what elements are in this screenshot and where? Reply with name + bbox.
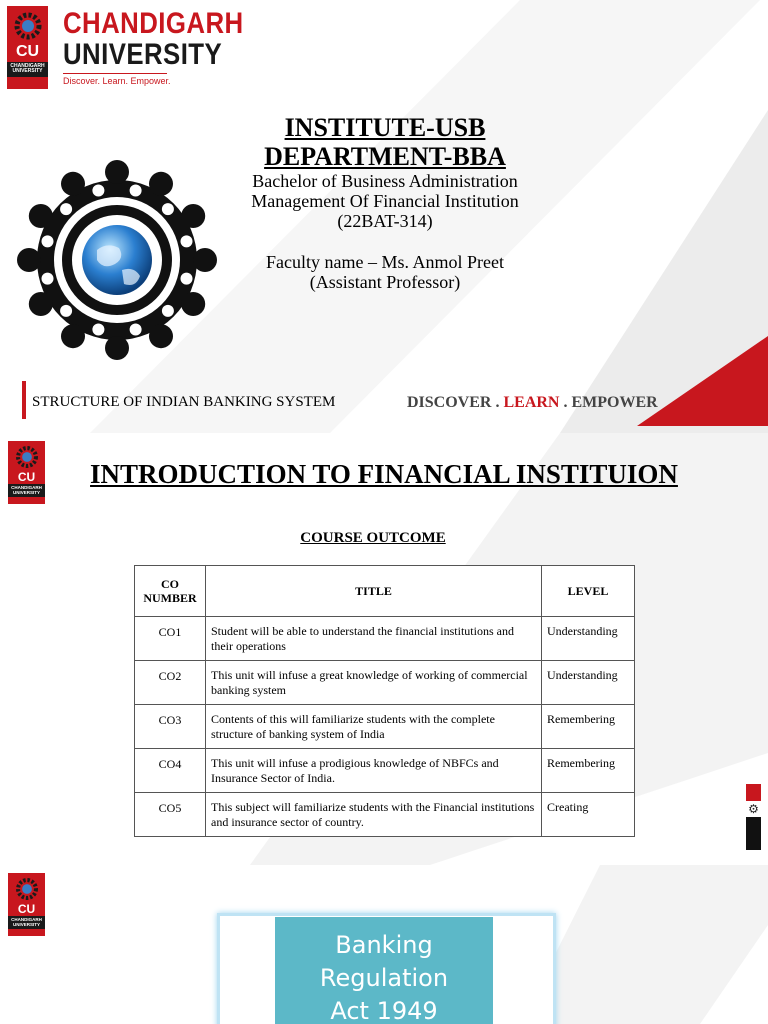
table-row	[135, 749, 635, 793]
table-row	[135, 617, 635, 661]
gear-globe-icon	[12, 160, 222, 360]
gear-tooth	[17, 248, 41, 272]
gear-hole	[130, 185, 142, 197]
table-row	[135, 705, 635, 749]
table-header-row	[135, 566, 635, 617]
gear-tooth	[149, 324, 173, 348]
slide-title: INTRODUCTION TO FINANCIAL INSTITUION	[90, 459, 678, 489]
title-slide	[0, 0, 768, 433]
book-title-line-3: Act 1949	[330, 997, 438, 1024]
book-title-line-1: Banking	[335, 931, 433, 959]
faculty-name: Faculty name – Ms. Anmol Preet	[266, 252, 504, 272]
program-name: Bachelor of Business Administration	[252, 171, 518, 191]
gear-hole	[181, 235, 193, 247]
brand-tagline: Discover. Learn. Empower.	[63, 73, 167, 86]
course-outcome-heading: COURSE OUTCOME	[300, 530, 446, 546]
cu-logo-badge	[7, 6, 48, 89]
table-row	[135, 793, 635, 837]
gear-hole	[130, 324, 142, 336]
institute-title: INSTITUTE-USB	[284, 113, 486, 142]
co-title: This unit will infuse a great knowledge of working of commercial banking system	[206, 661, 542, 705]
badge-subtitle: CHANDIGARH UNIVERSITY	[7, 62, 48, 77]
gear-hole	[92, 185, 104, 197]
motto-empower: . EMPOWER	[559, 394, 658, 411]
motto	[407, 394, 658, 412]
co-title: Contents of this will familiarize students with the complete structure of banking system of India	[206, 705, 542, 749]
gear-tooth	[61, 172, 85, 196]
emblem-icon	[14, 876, 40, 902]
course-name: Management Of Financial Institution	[251, 191, 519, 211]
cu-logo-badge	[8, 873, 45, 936]
gear-hole	[60, 305, 72, 317]
badge-subtitle: CHANDIGARH UNIVERSITY	[8, 484, 45, 497]
co-number: CO2	[135, 661, 206, 705]
gear-icon: ⚙	[748, 802, 759, 816]
table-row	[135, 661, 635, 705]
co-number: CO1	[135, 617, 206, 661]
gear-tooth	[105, 160, 129, 184]
header-co-number: CO NUMBER	[135, 566, 206, 617]
gear-hole	[60, 203, 72, 215]
gear-tooth	[61, 324, 85, 348]
badge-subtitle: CHANDIGARH UNIVERSITY	[8, 916, 45, 929]
book-title-line-2: Regulation	[319, 964, 449, 992]
co-title: This unit will infuse a prodigious knowledge of NBFCs and Insurance Sector of India.	[206, 749, 542, 793]
header-level: LEVEL	[542, 566, 635, 617]
gear-hole	[181, 273, 193, 285]
brand-line-2: UNIVERSITY	[63, 38, 223, 71]
gear-hole	[42, 273, 54, 285]
gear-hole	[92, 324, 104, 336]
course-code: (22BAT-314)	[337, 211, 433, 231]
faculty-designation: (Assistant Professor)	[309, 272, 461, 292]
gear-hole	[42, 235, 54, 247]
gear-tooth	[181, 292, 205, 316]
gear-hole	[162, 203, 174, 215]
co-number: CO5	[135, 793, 206, 837]
motto-learn: LEARN	[503, 394, 560, 411]
motto-discover: DISCOVER .	[407, 394, 504, 411]
slide1-heading-block	[200, 113, 570, 292]
co-level: Understanding	[542, 661, 635, 705]
side-tab-red	[746, 784, 761, 801]
header-title: TITLE	[206, 566, 542, 617]
co-number: CO3	[135, 705, 206, 749]
emblem-icon	[12, 10, 44, 42]
topic-accent-bar	[22, 381, 26, 419]
co-level: Remembering	[542, 705, 635, 749]
book-cover	[275, 917, 493, 1024]
badge-letters: CU	[17, 902, 36, 916]
banking-regulation-slide	[0, 865, 768, 1024]
co-level: Understanding	[542, 617, 635, 661]
side-tab-dark	[746, 817, 761, 850]
gear-hole	[162, 305, 174, 317]
badge-letters: CU	[15, 43, 40, 60]
department-title: DEPARTMENT-BBA	[264, 142, 506, 171]
co-title: This subject will familiarize students with the Financial institutions and insurance sector of country.	[206, 793, 542, 837]
course-outcome-slide	[0, 433, 768, 865]
gear-tooth	[29, 292, 53, 316]
co-level: Remembering	[542, 749, 635, 793]
co-number: CO4	[135, 749, 206, 793]
gear-tooth	[105, 336, 129, 360]
brand-line-1: CHANDIGARH	[63, 7, 244, 40]
co-title: Student will be able to understand the financial institutions and their operations	[206, 617, 542, 661]
gear-tooth	[29, 204, 53, 228]
brand-wordmark	[63, 8, 273, 86]
co-level: Creating	[542, 793, 635, 837]
topic-title: STRUCTURE OF INDIAN BANKING SYSTEM	[32, 394, 336, 410]
badge-letters: CU	[17, 470, 36, 484]
course-outcome-table	[134, 565, 635, 837]
gear-tooth	[149, 172, 173, 196]
